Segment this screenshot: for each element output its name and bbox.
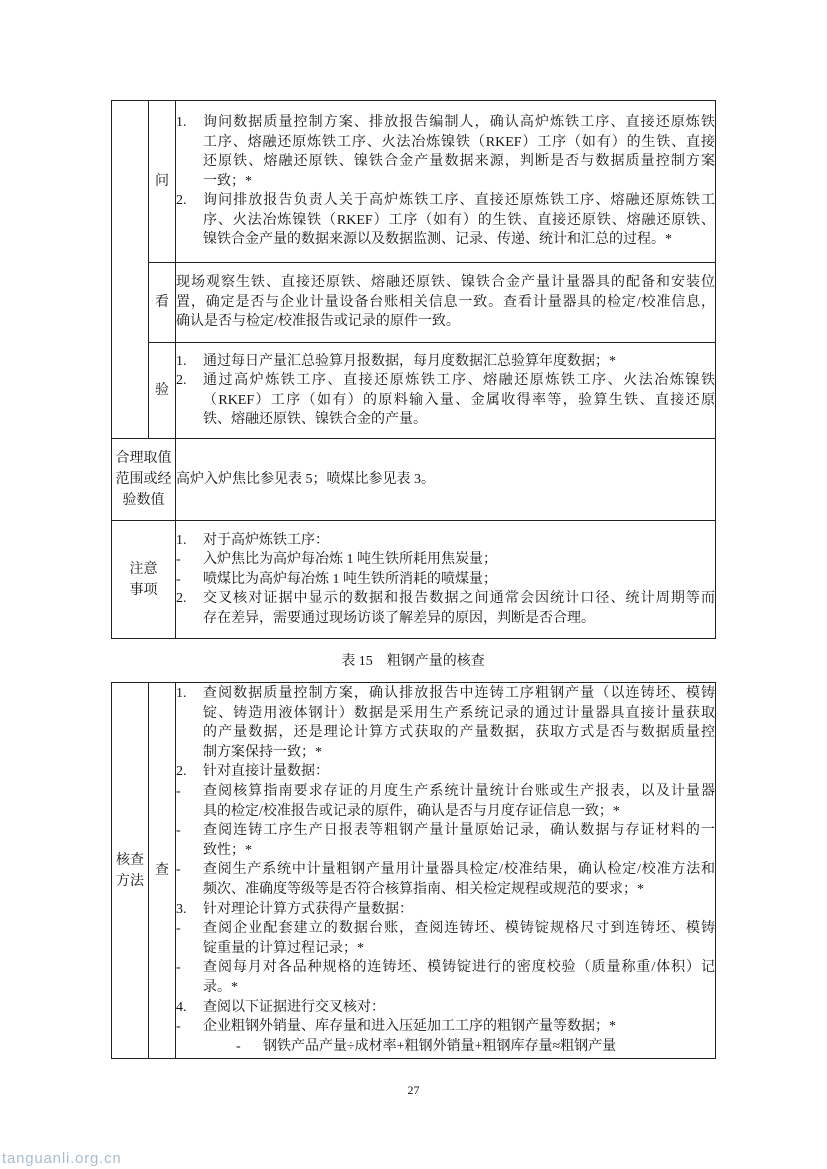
list-item — [176, 958, 715, 997]
text-line: 交叉核对证据中显示的数据和报告数据之间通常会因统计口径、统计周期等而 — [203, 591, 715, 607]
check-label: 查 — [149, 683, 176, 1059]
paragraph — [176, 273, 715, 332]
list-marker: 3. — [176, 901, 187, 917]
text-line: 通过高炉炼铁工序、直接还原炼铁工序、熔融还原炼铁工序、火法冶炼镍铁 — [203, 373, 715, 388]
text-line: 查阅生产系统中计量粗钢产量用计量器具检定/校准结果，确认检定/校准方法和 — [203, 862, 715, 878]
observe-content — [176, 263, 716, 343]
text-line: 查阅企业配套建立的数据台账，查阅连铸坯、模铸锭规格尺寸到连铸坯、模铸 — [203, 921, 715, 937]
text-line: 高炉入炉焦比参见表 5；喷煤比参见表 3。 — [176, 471, 435, 487]
text-line: 针对理论计算方式获得产量数据： — [203, 901, 413, 917]
text-line: 致性；* — [203, 842, 252, 858]
text-line: 频次、准确度等级等是否符合核算指南、相关检定规程或规范的要求；* — [203, 881, 644, 897]
list-item — [176, 900, 715, 920]
text-line: 具的检定/校准报告或记录的原件，确认是否与月度存证信息一致；* — [203, 803, 620, 819]
text-line: （RKEF）工序（如有）的原料输入量、金属收得率等，验算生铁、直接还原 — [203, 392, 715, 408]
page-number: 27 — [407, 1083, 420, 1097]
list-item — [176, 684, 715, 762]
notes-row — [112, 521, 716, 639]
list-item — [176, 113, 715, 191]
label-line: 方法 — [116, 873, 144, 889]
inquiry-content — [176, 101, 716, 263]
list-marker: 2. — [176, 193, 187, 209]
list-marker: 4. — [176, 999, 187, 1015]
text-line: 入炉焦比为高炉每冶炼 1 吨生铁所耗用焦炭量； — [203, 552, 497, 568]
reasonable-range-label — [112, 439, 176, 521]
text-line: 确认是否与检定/校准报告或记录的原件一致。 — [176, 314, 460, 330]
list-marker: 2. — [176, 373, 187, 388]
check-row — [112, 683, 716, 1059]
text-line: 镍铁合金产量的数据来源以及数据监测、记录、传递、统计和汇总的过程。* — [203, 232, 672, 248]
label-line: 合理取值 — [115, 451, 172, 466]
label-line: 注意 — [129, 561, 158, 577]
text-line: 通过每日产量汇总验算月报数据，每月度数据汇总验算年度数据；* — [203, 353, 616, 369]
list-item — [176, 860, 715, 899]
verify-row — [112, 343, 716, 439]
verification-table-continued — [111, 100, 716, 639]
text-line: 钢铁产品产量÷成材率+粗钢外销量+粗钢库存量≈粗钢产量 — [263, 1038, 617, 1054]
list-item — [176, 352, 715, 372]
text-line: 还原铁、熔融还原铁、镍铁合金产量数据来源，判断是否与数据质量控制方案 — [203, 154, 715, 170]
list-marker: - — [176, 960, 181, 976]
list-marker: 1. — [176, 115, 187, 131]
text-line: 喷煤比为高炉每冶炼 1 吨生铁所消耗的喷煤量； — [203, 571, 497, 587]
crude-steel-verification-table — [111, 682, 716, 1059]
notes-label — [112, 521, 176, 639]
list-marker: 1. — [176, 353, 187, 369]
text-line: 查阅以下证据进行交叉核对： — [203, 999, 385, 1015]
text-line: 询问数据质量控制方案、排放报告编制人，确认高炉炼铁工序、直接还原炼铁 — [203, 115, 715, 131]
list-item — [176, 371, 715, 430]
list-marker: 1. — [176, 686, 187, 701]
site-watermark: tanguanli.org.cn — [2, 1150, 122, 1167]
list-marker: 2. — [176, 764, 187, 780]
list-marker: - — [176, 783, 181, 799]
check-content — [176, 683, 716, 1059]
reasonable-range-row — [112, 439, 716, 521]
inquiry-label: 问 — [149, 101, 176, 263]
notes-content — [176, 521, 716, 639]
list-item — [176, 782, 715, 821]
list-item — [176, 919, 715, 958]
method-label-cell-continued — [112, 101, 149, 439]
observe-row — [112, 263, 716, 343]
text-line: 对于高炉炼铁工序： — [203, 532, 329, 548]
list-marker: - — [176, 862, 181, 878]
table-caption: 表 15 粗钢产量的核查 — [341, 654, 485, 669]
text-line: 存在差异，需要通过现场访谈了解差异的原因，判断是否合理。 — [203, 610, 595, 626]
text-line: 查阅核算指南要求存证的月度生产系统计量统计台账或生产报表，以及计量器 — [203, 783, 715, 799]
reasonable-range-content — [176, 439, 716, 521]
text-line: 针对直接计量数据： — [203, 764, 329, 780]
text-line: 一致；* — [203, 173, 252, 189]
list-item — [176, 191, 715, 250]
text-line: 查阅连铸工序生产日报表等粗钢产量计量原始记录，确认数据与存证材料的一 — [203, 823, 715, 839]
list-item — [176, 998, 715, 1018]
text-line: 制方案保持一致；* — [203, 744, 322, 760]
list-marker: - — [176, 921, 181, 937]
text-line: 录。* — [203, 979, 238, 995]
list-item — [176, 531, 715, 551]
text-line: 锭、铸造用液体钢计）数据是采用生产系统记录的通过计量器具直接计量获取 — [203, 705, 715, 721]
paragraph — [176, 470, 715, 490]
inquiry-row — [112, 101, 716, 263]
label-line: 验数值 — [122, 493, 165, 508]
verify-label: 验 — [149, 343, 176, 439]
list-item — [176, 821, 715, 860]
text-line: 锭重量的计算过程记录；* — [203, 940, 364, 956]
list-marker: - — [176, 552, 181, 568]
list-item — [236, 1037, 715, 1057]
list-marker: 1. — [176, 532, 187, 548]
text-line: 的产量数据，还是理论计算方式获取的产量数据，获取方式是否与数据质量控 — [203, 725, 715, 741]
label-line: 核查 — [116, 852, 144, 868]
list-item — [176, 1017, 715, 1056]
text-line: 铁、熔融还原铁、镍铁合金的产量。 — [203, 412, 427, 427]
list-marker: - — [236, 1038, 241, 1054]
list-marker: - — [176, 571, 181, 587]
text-line: 工序、熔融还原炼铁工序、火法冶炼镍铁（RKEF）工序（如有）的生铁、直接 — [203, 134, 715, 150]
list-marker: - — [176, 823, 181, 839]
list-marker: - — [176, 1019, 181, 1035]
observe-label: 看 — [149, 263, 176, 343]
verify-content — [176, 343, 716, 439]
sub-list — [236, 1037, 715, 1057]
text-line: 企业粗钢外销量、库存量和进入压延加工工序的粗钢产量等数据；* — [203, 1019, 616, 1035]
label-line: 事项 — [129, 582, 158, 598]
method-label-cell — [112, 683, 149, 1059]
list-item — [176, 570, 715, 590]
label-line: 范围或经 — [115, 472, 172, 487]
text-line: 查阅每月对各品种规格的连铸坯、模铸锭进行的密度校验（质量称重/体积）记 — [203, 960, 715, 976]
text-line: 现场观察生铁、直接还原铁、熔融还原铁、镍铁合金产量计量器具的配备和安装位 — [176, 275, 715, 291]
text-line: 查阅数据质量控制方案，确认排放报告中连铸工序粗钢产量（以连铸坯、模铸 — [203, 686, 715, 701]
list-item — [176, 589, 715, 628]
list-item — [176, 550, 715, 570]
text-line: 序、火法冶炼镍铁（RKEF）工序（如有）的生铁、直接还原铁、熔融还原铁、 — [203, 212, 715, 228]
list-item — [176, 762, 715, 782]
text-line: 询问排放报告负责人关于高炉炼铁工序、直接还原炼铁工序、熔融还原炼铁工 — [203, 193, 715, 209]
list-marker: 2. — [176, 591, 187, 607]
text-line: 置，确定是否与企业计量设备台账相关信息一致。查看计量器具的检定/校准信息， — [176, 294, 715, 310]
